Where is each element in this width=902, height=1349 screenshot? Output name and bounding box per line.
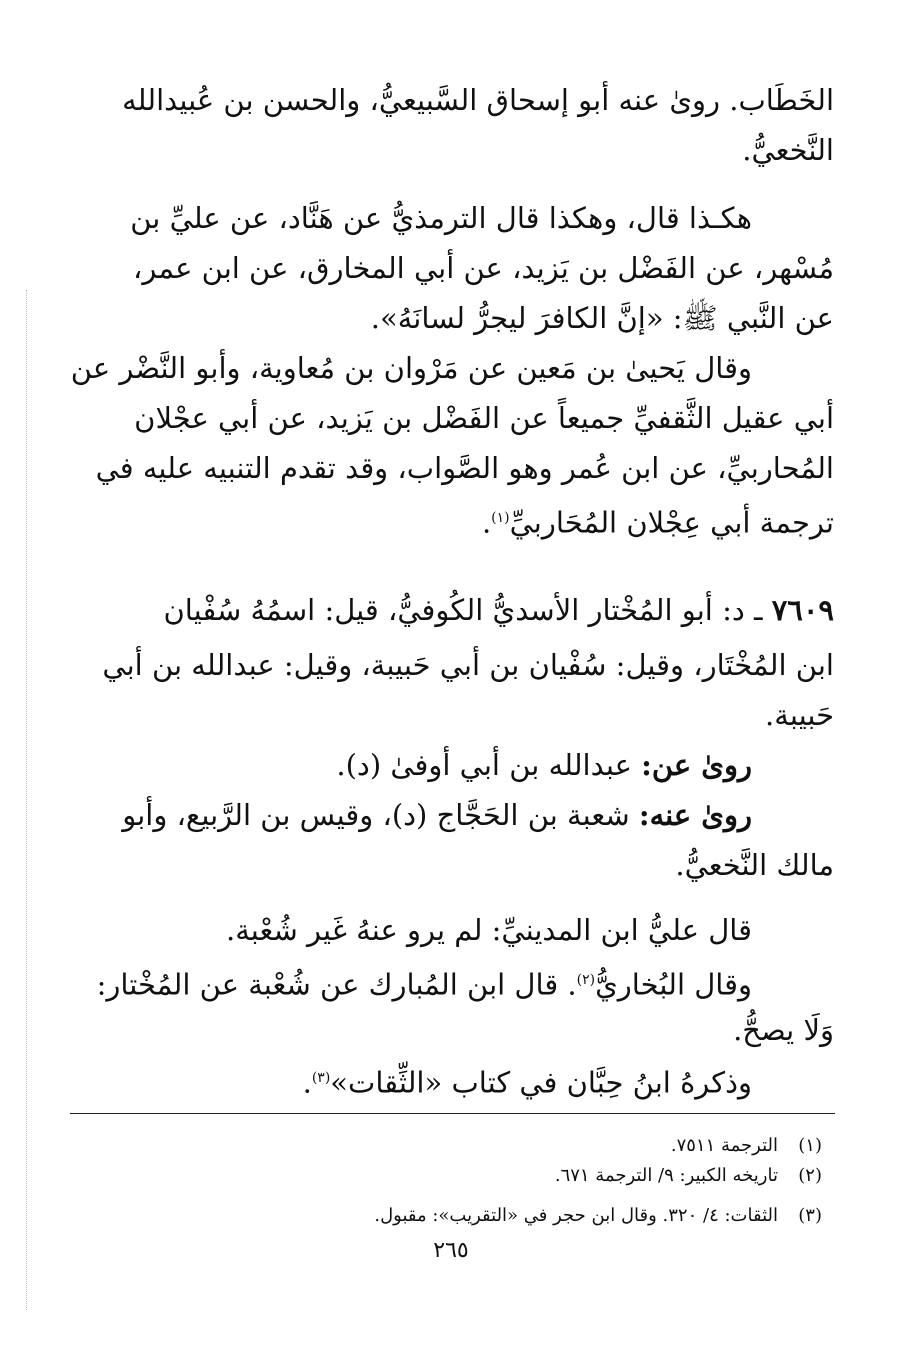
footnote-number: (١)	[798, 1135, 822, 1156]
entry-number: ٧٦٠٩	[771, 593, 834, 627]
narrated-from-line	[336, 745, 752, 785]
narrators-label: روىٰ عنه:	[638, 798, 752, 832]
narrators-line	[122, 795, 752, 835]
footnote-item	[374, 1204, 822, 1228]
footnote-ref: (١)	[491, 510, 510, 526]
text-line: حَبيبة.	[765, 698, 834, 732]
entry-marker: ـ د:	[722, 593, 763, 627]
text-line: المُحاربيِّ، عن ابن عُمر وهو الصَّواب، وقد تقدم التنبيه عليه في	[95, 451, 834, 485]
text-span: عبدالله بن أبي أوفىٰ (د).	[336, 748, 632, 782]
footnote-text: الترجمة ٧٥١١.	[670, 1135, 778, 1156]
footnote-divider	[70, 1113, 835, 1114]
text-span: وذكرهُ ابنُ حِبَّان في كتاب «الثِّقات»	[330, 1065, 752, 1100]
footnote-text: تاريخه الكبير: ٩/ الترجمة ٦٧١.	[554, 1165, 778, 1186]
text-line: مالك النَّخعيُّ.	[675, 848, 834, 882]
text-line: قال عليُّ ابن المدينيِّ: لم يرو عنهُ غَير شُعْبة.	[226, 913, 752, 947]
text-line: هكـذا قال، وهكذا قال الترمذيُّ عن هَنَّاد، عن عليِّ بن	[130, 201, 752, 235]
text-line: النَّخعيُّ.	[742, 133, 834, 167]
text-line	[97, 960, 752, 1005]
text-line: ابن المُخْتَار، وقيل: سُفْيان بن أبي حَبيبة، وقيل: عبدالله بن أبي	[102, 648, 834, 682]
text-line: عن النَّبي ﷺ: «إنَّ الكافرَ ليجرُّ لسانَهُ».	[370, 301, 834, 335]
text-line: وَلَا يصحُّ.	[733, 1013, 834, 1047]
page-number: ٢٦٥	[433, 1238, 469, 1263]
footnote-number: (٣)	[798, 1205, 822, 1226]
footnote-text: الثقات: ٤/ ٣٢٠. وقال ابن حجر في «التقريب»: مقبول.	[374, 1205, 778, 1226]
scan-margin-dots	[26, 290, 31, 1310]
footnote-item	[555, 1164, 822, 1188]
text-line	[303, 1058, 752, 1103]
text-line	[482, 498, 834, 543]
footnote-number: (٢)	[798, 1165, 822, 1186]
text-span: ترجمة أبي عِجْلان المُحَاربيِّ	[509, 505, 834, 540]
text-span: أبو المُخْتار الأسديُّ الكُوفيُّ، قيل: اسمُهُ سُفْيان	[163, 593, 713, 627]
footnote-item	[671, 1134, 822, 1158]
narrated-from-label: روىٰ عن:	[641, 748, 752, 782]
text-span: . قال ابن المُبارك عن شُعْبة عن المُخْتار:	[96, 967, 577, 1002]
text-line: مُسْهر، عن الفَضْل بن يَزيد، عن أبي المخارق، عن ابن عمر،	[132, 251, 834, 285]
entry-heading-line	[163, 590, 834, 630]
text-line: وقال يَحيىٰ بن مَعين عن مَرْوان بن مُعاوية، وأبو النَّضْر عن	[70, 351, 752, 385]
text-span: وقال البُخاريُّ	[595, 967, 752, 1002]
text-line: أبي عقيل الثَّقفيِّ جميعاً عن الفَضْل بن يَزيد، عن أبي عجْلان	[134, 401, 834, 435]
text-span: شعبة بن الحَجَّاج (د)، وقيس بن الرَّبيع، وأبو	[122, 798, 630, 832]
text-span: .	[302, 1065, 312, 1100]
text-line: الخَطَاب. روىٰ عنه أبو إسحاق السَّبيعيُّ، والحسن بن عُبيدالله	[122, 83, 834, 117]
text-span: .	[481, 505, 492, 540]
footnote-ref: (٢)	[576, 972, 596, 988]
footnote-ref: (٣)	[311, 1070, 331, 1086]
